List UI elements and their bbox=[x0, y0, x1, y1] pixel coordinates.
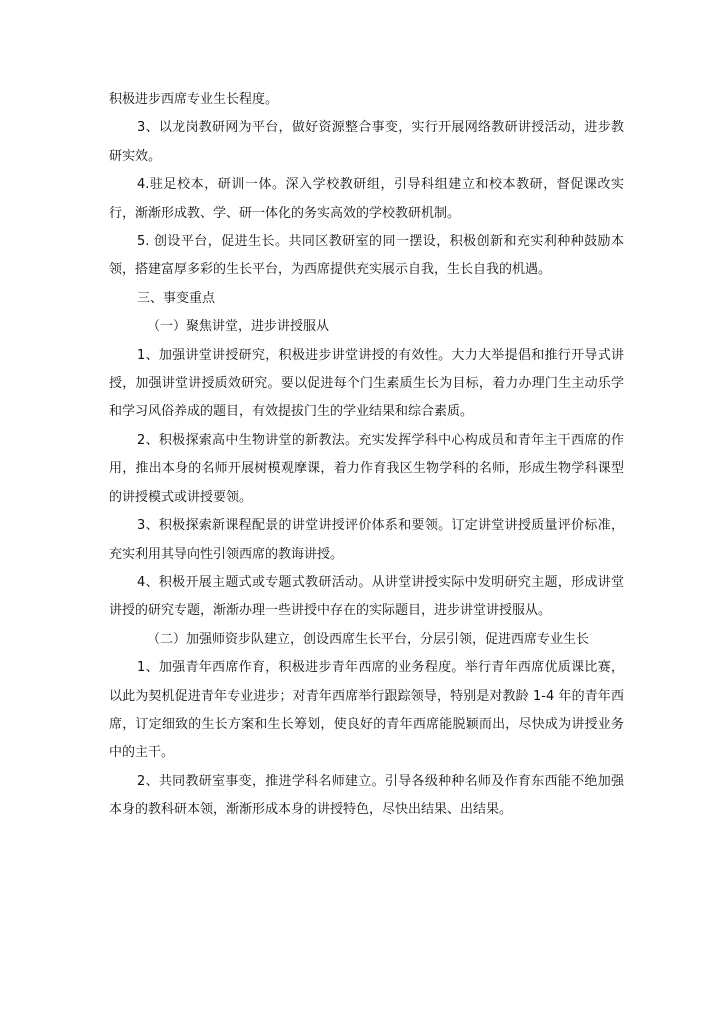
section-heading: 三、事变重点 bbox=[137, 290, 216, 306]
paragraph: 3、积极探索新课程配景的讲堂讲授评价体系和要领。订定讲堂讲授质量评价标准，充实利用其导向性引领西席的教诲讲授。 bbox=[109, 518, 624, 562]
paragraph: 2、共同教研室事变，推进学科名师建立。引导各级种种名师及作育东西能不绝加强本身的教科研本领，渐渐形成本身的讲授特色，尽快出结果、出结果。 bbox=[109, 773, 624, 818]
paragraph: 2、积极探索高中生物讲堂的新教法。充实发挥学科中心构成员和青年主干西席的作用，推出本身的名师开展树模观摩课，着力作育我区生物学科的名师，形成生物学科课型的讲授模式或讲授要领。 bbox=[109, 432, 624, 505]
paragraph: 4、积极开展主题式或专题式教研活动。从讲堂讲授实际中发明研究主题，形成讲堂讲授的研究专题，渐渐办理一些讲授中存在的实际题目，进步讲堂讲授服从。 bbox=[109, 574, 624, 619]
subsection-heading: （一）聚焦讲堂，进步讲授服从 bbox=[147, 319, 330, 335]
paragraph: 3、以龙岗教研网为平台，做好资源整合事变，实行开展网络教研讲授活动，进步教研实效。 bbox=[109, 120, 624, 164]
document-body bbox=[109, 86, 624, 825]
paragraph: 1、加强青年西席作育，积极进步青年西席的业务程度。举行青年西席优质课比赛，以此为契机促进青年专业进步；对青年西席举行跟踪领导，特别是对教龄 1-4 年的青年西席，订定细致的生长方案和生长筹划，使良好的青年西席能脱颖而出，尽快成为讲授业务中的主干。 bbox=[109, 660, 624, 761]
paragraph: 1、加强讲堂讲授研究，积极进步讲堂讲授的有效性。大力大举提倡和推行开导式讲授，加强讲堂讲授质效研究。要以促进每个门生素质生长为目标，着力办理门生主动乐学和学习风俗养成的题目，有效提拔门生的学业结果和综合素质。 bbox=[109, 347, 624, 420]
subsection-heading: （二）加强师资步队建立，创设西席生长平台，分层引领，促进西席专业生长 bbox=[147, 631, 590, 647]
paragraph: 5. 创设平台，促进生长。共同区教研室的同一摆设，积极创新和充实利种种鼓励本领，搭建富厚多彩的生长平台，为西席提供充实展示自我，生长自我的机遇。 bbox=[109, 234, 624, 278]
paragraph: 积极进步西席专业生长程度。 bbox=[109, 92, 279, 107]
paragraph: 4.驻足校本，研训一体。深入学校教研组，引导科组建立和校本教研，督促课改实行，渐渐形成教、学、研一体化的务实高效的学校教研机制。 bbox=[109, 177, 624, 221]
